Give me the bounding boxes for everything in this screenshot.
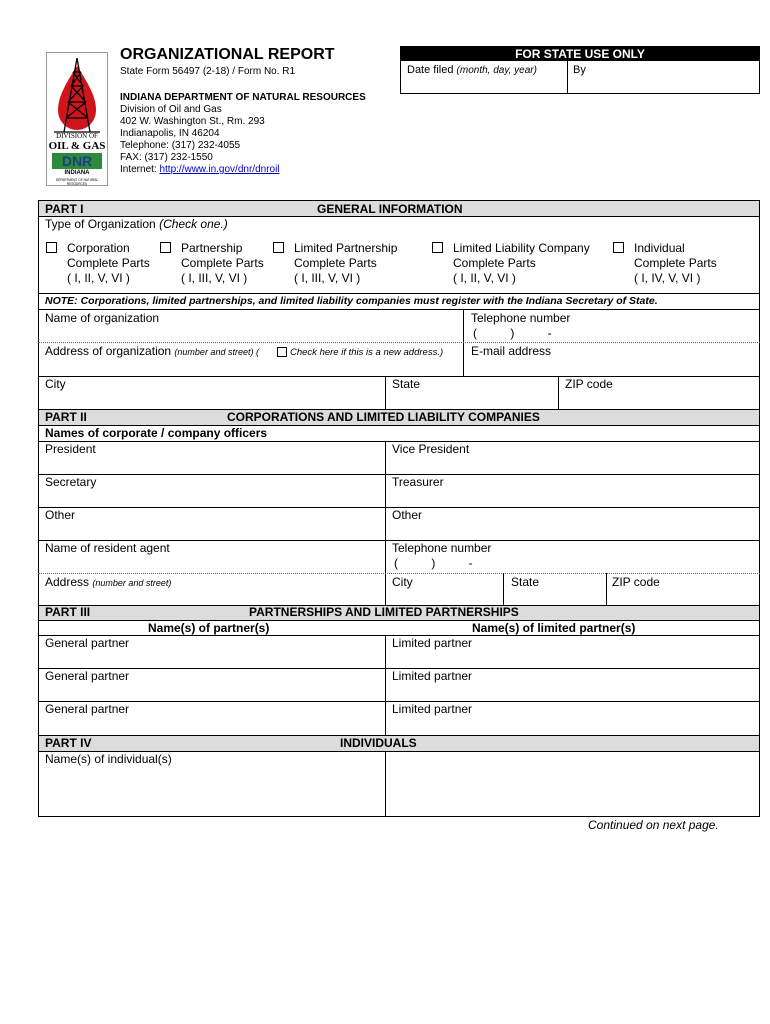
- general-partner-field[interactable]: General partner: [45, 702, 130, 716]
- partners-column-heading: Name(s) of partner(s): [148, 621, 270, 635]
- agent-city-field[interactable]: City: [392, 575, 413, 589]
- org-telephone-field[interactable]: Telephone number: [471, 311, 571, 325]
- option-parts: Complete Parts: [453, 256, 536, 270]
- internet-label: Internet:: [120, 164, 160, 175]
- org-state-field[interactable]: State: [392, 377, 421, 391]
- partnership-checkbox[interactable]: [160, 242, 171, 253]
- president-field[interactable]: President: [45, 442, 96, 456]
- limited-partners-column-heading: Name(s) of limited partner(s): [472, 621, 636, 635]
- treasurer-field[interactable]: Treasurer: [392, 475, 444, 489]
- registration-note: NOTE: Corporations, limited partnerships, and limited liability companies must register with the Indiana Secretary of State.: [45, 295, 658, 307]
- option-limited-partnership: [294, 241, 397, 286]
- divider: [38, 293, 760, 294]
- option-name: Corporation: [67, 241, 130, 255]
- state-use-heading: FOR STATE USE ONLY: [401, 47, 759, 61]
- new-address-checkbox[interactable]: [277, 347, 287, 357]
- city-state-zip: Indianapolis, IN 46204: [120, 128, 220, 139]
- limited-partnership-checkbox[interactable]: [273, 242, 284, 253]
- corporation-checkbox[interactable]: [46, 242, 57, 253]
- street-address: 402 W. Washington St., Rm. 293: [120, 116, 265, 127]
- divider: [38, 309, 760, 310]
- org-email-field[interactable]: E-mail address: [471, 344, 552, 358]
- org-type-label: [45, 217, 228, 231]
- option-name: Limited Liability Company: [453, 241, 590, 255]
- general-partner-field[interactable]: General partner: [45, 636, 130, 650]
- fax-line: FAX: (317) 232-1550: [120, 152, 213, 163]
- individual-checkbox[interactable]: [613, 242, 624, 253]
- individuals-field[interactable]: Name(s) of individual(s): [45, 752, 172, 766]
- form-number: State Form 56497 (2-18) / Form No. R1: [120, 66, 296, 77]
- limited-partner-field[interactable]: Limited partner: [392, 702, 473, 716]
- option-individual: [634, 241, 717, 286]
- option-parts: Complete Parts: [181, 256, 264, 270]
- division-name: Division of Oil and Gas: [120, 104, 222, 115]
- option-name: Individual: [634, 241, 685, 255]
- org-zip-field[interactable]: ZIP code: [565, 377, 613, 391]
- by-field[interactable]: By: [573, 64, 586, 76]
- address-label: Address of organization: [45, 344, 172, 358]
- part2-heading: CORPORATIONS AND LIMITED LIABILITY COMPANIES: [227, 410, 540, 424]
- org-type-hint: (Check one.): [159, 217, 228, 231]
- option-part-list: ( I, IV, V, VI ): [634, 271, 701, 285]
- agent-telephone-field[interactable]: Telephone number: [392, 541, 492, 555]
- divider: [385, 376, 386, 409]
- option-part-list: ( I, II, V, VI ): [453, 271, 516, 285]
- option-part-list: ( I, III, V, VI ): [294, 271, 361, 285]
- option-part-list: ( I, II, V, VI ): [67, 271, 130, 285]
- divider: [385, 751, 386, 816]
- divider: [606, 573, 607, 605]
- other-officer-field-right[interactable]: Other: [392, 508, 423, 522]
- option-name: Partnership: [181, 241, 243, 255]
- part2-label: PART II: [45, 410, 87, 424]
- secretary-field[interactable]: Secretary: [45, 475, 97, 489]
- llc-checkbox[interactable]: [432, 242, 443, 253]
- part1-heading: GENERAL INFORMATION: [317, 202, 463, 216]
- divider: [38, 620, 760, 621]
- divider: [385, 441, 386, 605]
- org-phone-mask: ( ) -: [473, 326, 552, 340]
- telephone-line: Telephone: (317) 232-4055: [120, 140, 241, 151]
- date-filed-field[interactable]: [407, 64, 537, 76]
- logo-line-5: DEPARTMENT OF NATURAL RESOURCES: [55, 178, 99, 186]
- option-corporation: [67, 241, 150, 286]
- org-name-field[interactable]: Name of organization: [45, 311, 160, 325]
- divider: [503, 573, 504, 605]
- part3-heading: PARTNERSHIPS AND LIMITED PARTNERSHIPS: [249, 605, 519, 619]
- date-filed-hint: (month, day, year): [456, 65, 537, 76]
- agent-address-field[interactable]: [45, 575, 171, 589]
- address-label: Address: [45, 575, 90, 589]
- part1-label: PART I: [45, 202, 84, 216]
- logo-line-3: DNR: [52, 153, 102, 169]
- logo-line-4: INDIANA: [64, 170, 90, 176]
- general-partner-field[interactable]: General partner: [45, 669, 130, 683]
- org-city-field[interactable]: City: [45, 377, 66, 391]
- agent-phone-mask: ( ) -: [394, 556, 473, 570]
- limited-partner-field[interactable]: Limited partner: [392, 636, 473, 650]
- option-parts: Complete Parts: [294, 256, 377, 270]
- org-address-field[interactable]: [45, 344, 259, 358]
- part3-label: PART III: [45, 605, 91, 619]
- logo-line-1: DIVISION OF: [56, 132, 98, 140]
- address-hint: (number and street) (: [174, 347, 259, 357]
- other-officer-field-left[interactable]: Other: [45, 508, 76, 522]
- officers-heading: Names of corporate / company officers: [45, 426, 268, 440]
- vice-president-field[interactable]: Vice President: [392, 442, 470, 456]
- internet-line: [120, 164, 366, 176]
- dnr-oil-gas-logo: [46, 52, 108, 186]
- agent-state-field[interactable]: State: [511, 575, 540, 589]
- agent-zip-field[interactable]: ZIP code: [612, 575, 660, 589]
- dept-name: INDIANA DEPARTMENT OF NATURAL RESOURCES: [120, 92, 366, 103]
- date-filed-label: Date filed: [407, 64, 454, 76]
- option-part-list: ( I, III, V, VI ): [181, 271, 248, 285]
- form-title: ORGANIZATIONAL REPORT: [120, 46, 335, 63]
- new-address-label: Check here if this is a new address.): [290, 347, 444, 358]
- option-name: Limited Partnership: [294, 241, 398, 255]
- divider: [38, 573, 760, 574]
- option-parts: Complete Parts: [634, 256, 717, 270]
- part4-label: PART IV: [45, 736, 92, 750]
- divider: [38, 816, 760, 817]
- divider: [385, 635, 386, 735]
- part4-heading: INDIVIDUALS: [340, 736, 417, 750]
- resident-agent-field[interactable]: Name of resident agent: [45, 541, 170, 555]
- option-llc: [453, 241, 590, 286]
- option-parts: Complete Parts: [67, 256, 150, 270]
- continued-note: Continued on next page.: [588, 818, 719, 832]
- limited-partner-field[interactable]: Limited partner: [392, 669, 473, 683]
- divider: [558, 376, 559, 409]
- divider: [38, 342, 760, 343]
- agency-address: [120, 92, 366, 176]
- org-type-text: Type of Organization: [45, 217, 156, 231]
- divider: [567, 61, 568, 94]
- address-hint: (number and street): [92, 578, 172, 588]
- option-partnership: [181, 241, 264, 286]
- internet-link[interactable]: http://www.in.gov/dnr/dnroil: [159, 164, 280, 175]
- state-use-box: [400, 46, 760, 94]
- logo-line-2: OIL & GAS: [48, 140, 106, 152]
